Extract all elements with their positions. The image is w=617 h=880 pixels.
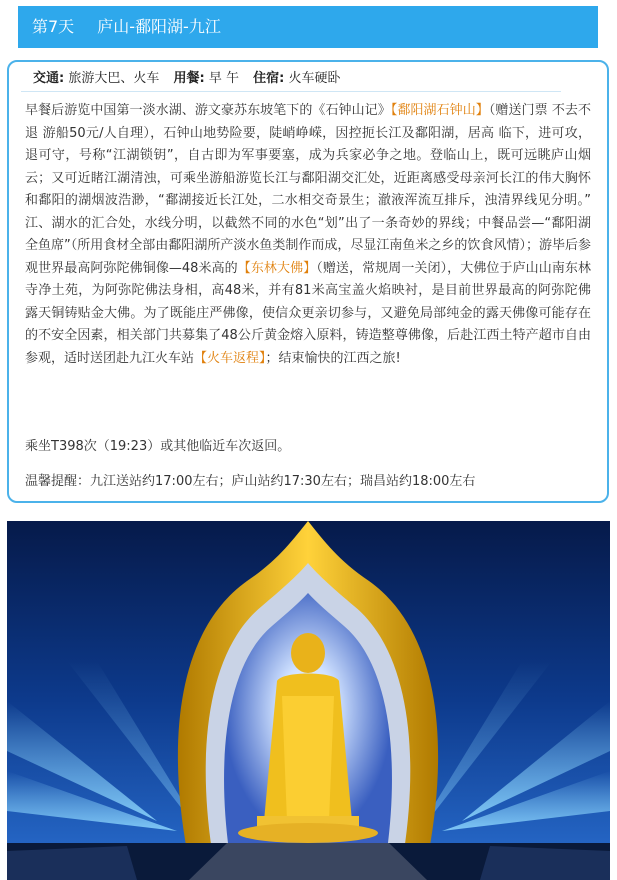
reminder [25,472,591,492]
donglin-buddha-photo [7,521,610,880]
transport-key: 交通: [33,71,65,86]
meals-key: 用餐: [173,71,205,86]
stay-info [253,71,340,86]
meta-row [21,66,561,92]
reminder-text: 九江送站约17:00左右；庐山站约17:30左右；瑞昌站约18:00左右 [90,474,476,489]
highlight-train-return: 【火车返程】 [194,350,266,366]
stay-key: 住宿: [253,71,285,86]
highlight-donglin-buddha: 【东林大佛】 [237,260,317,276]
reminder-label: 温馨提醒： [25,474,91,489]
day-detail-card [7,60,609,503]
highlight-shizhongshan: 【鄱阳湖石钟山】 [390,103,489,118]
itinerary-text [25,100,591,370]
day-label: 第7天 [32,17,75,36]
meals-value: 早 午 [208,71,239,86]
day-header [18,6,598,48]
stay-value: 火车硬卧 [288,71,341,86]
itinerary-part-3: （赠送，常规周一关闭），大佛位于庐山山南东林寺净土苑，为阿弥陀佛法身相，高48米，并有81米高宝盖火焰映衬，是目前世界最高的阿弥陀佛露天铜铸贴金大佛。为了既能庄严佛像，使信众更亲切参与，又避免局部纯金的露天佛像可能存在的不安全因素，相关部门共募集了48公斤黄金熔入原料，铸造整尊佛像，后赴江西土特产超市自由参观，适时送团赴九江火车站 [25,260,591,366]
itinerary-part-1: 早餐后游览中国第一淡水湖、游文豪苏东坡笔下的《石钟山记》 [25,103,391,118]
transport-value: 旅游大巴、火车 [68,71,160,86]
itinerary-part-4: ；结束愉快的江西之旅! [265,350,401,366]
transport-info [33,71,164,86]
day-route: 庐山-鄱阳湖-九江 [97,17,221,36]
train-note: 乘坐T398次（19:23）或其他临近车次返回。 [25,439,291,454]
itinerary-part-2: （赠送门票 不去不退 游船50元/人自理），石钟山地势险要，陡峭峥嵘，因控扼长江及鄱阳湖，居高 临下，进可攻，退可守，号称“江湖锁钥”，自古即为军事要塞，成为兵家必争之地。登临山上，既可远眺庐山烟云；又可近睹江湖清浊，可乘坐游船游览长江与鄱阳湖交汇处，近距离感受母亲河长江的伟大胸怀和鄱阳的湖烟波浩渺，“鄱湖接近长江处，二水相交奇景生；澈液浑流互排斥，浊清界线见分明。” 江、湖水的汇合处，水线分明，以截然不同的水色“划”出了一条奇妙的界线；中餐品尝—“鄱阳湖全鱼席”（所用食材全部由鄱阳湖所产淡水鱼类制作而成，尽显江南鱼米之乡的饮食风情）；游毕后参观世界最高阿弥陀佛铜像—48米高的 [25,103,591,276]
meals-info [174,71,244,86]
